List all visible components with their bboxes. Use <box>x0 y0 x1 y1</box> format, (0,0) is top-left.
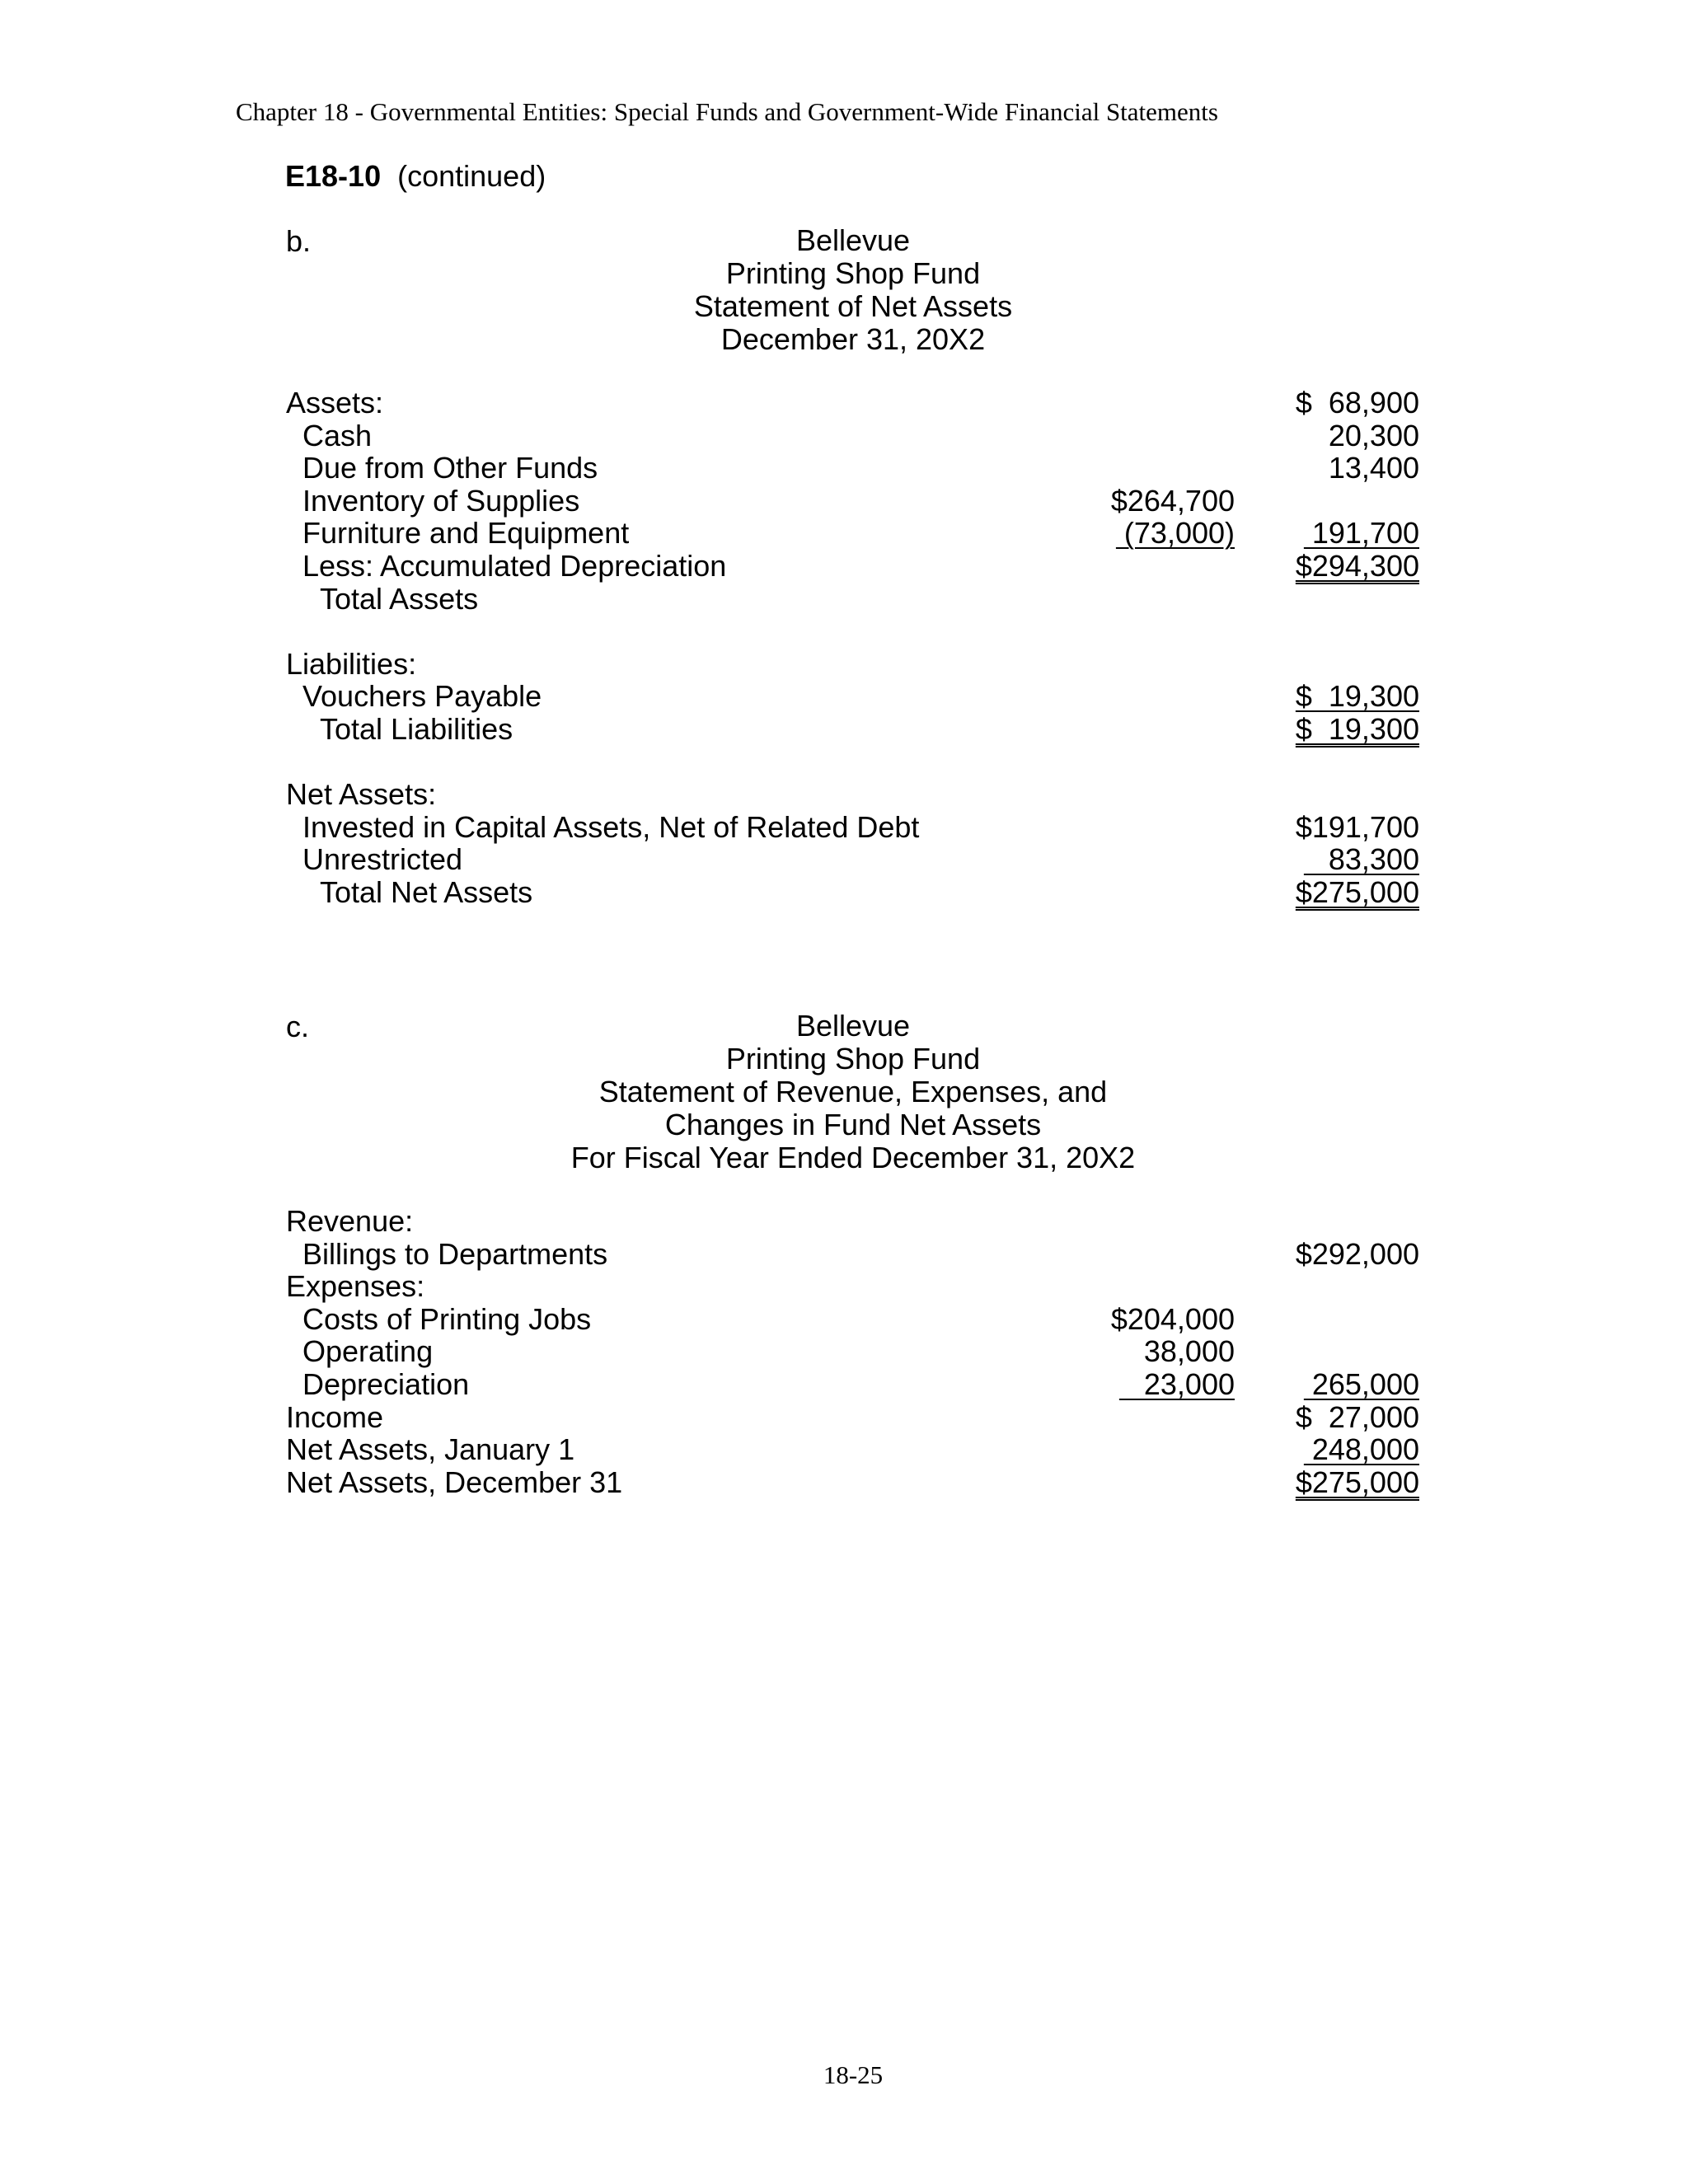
amount-inner-column: $204,000 <box>1110 1301 1235 1336</box>
line-label: Vouchers Payable <box>302 679 542 714</box>
line-label: Income <box>286 1399 384 1434</box>
exercise-heading <box>285 159 546 194</box>
amount-inner-column: 38,000 <box>1143 1334 1235 1369</box>
line-label: Less: Accumulated Depreciation <box>302 549 727 583</box>
line-label: Total Net Assets <box>320 875 533 909</box>
statement-line <box>0 680 1688 713</box>
amount-outer-column: $ 27,000 <box>1295 1399 1419 1434</box>
exercise-note: (continued) <box>397 159 546 193</box>
amount-outer-column: $275,000 <box>1295 1465 1419 1499</box>
statement-line <box>0 1466 1688 1499</box>
line-label: Operating <box>302 1334 434 1369</box>
part-b-letter: b. <box>286 224 312 258</box>
title-line: Statement of Net Assets <box>693 289 1013 323</box>
statement-net-assets-title <box>0 224 1688 356</box>
statement-line <box>0 1433 1688 1466</box>
title-line: Changes in Fund Net Assets <box>664 1108 1042 1141</box>
title-line: Bellevue <box>795 1009 911 1043</box>
amount-outer-column: 248,000 <box>1303 1432 1419 1467</box>
amount-outer-column: $ 68,900 <box>1295 386 1419 419</box>
statement-line <box>0 1238 1688 1271</box>
line-label: Net Assets, December 31 <box>286 1465 623 1499</box>
statement-line <box>0 1270 1688 1303</box>
line-label: Net Assets, January 1 <box>286 1432 575 1467</box>
statement-line <box>0 1401 1688 1434</box>
line-label: Total Liabilities <box>320 712 513 746</box>
title-line: For Fiscal Year Ended December 31, 20X2 <box>570 1141 1136 1174</box>
title-line: Printing Shop Fund <box>725 1042 981 1076</box>
amount-inner-column: 23,000 <box>1118 1367 1235 1401</box>
statement-line <box>0 1368 1688 1401</box>
exercise-id: E18-10 <box>285 159 382 193</box>
statement-line <box>0 1303 1688 1336</box>
statement-line <box>0 876 1688 909</box>
statement-line <box>0 843 1688 876</box>
statement-line <box>0 1335 1688 1368</box>
line-label: Expenses: <box>286 1269 425 1304</box>
amount-outer-column: $ 19,300 <box>1295 679 1419 714</box>
line-label: Revenue: <box>286 1204 414 1238</box>
title-line: Bellevue <box>795 223 911 257</box>
statement-line <box>0 1205 1688 1238</box>
statement-line <box>0 550 1688 583</box>
line-label: Depreciation <box>302 1367 470 1401</box>
amount-outer-column: 20,300 <box>1328 418 1419 452</box>
statement-line <box>0 615 1688 648</box>
statement-line <box>0 452 1688 485</box>
line-label: Furniture and Equipment <box>302 516 630 551</box>
title-line: Printing Shop Fund <box>725 256 981 290</box>
statement-line <box>0 387 1688 419</box>
title-line: December 31, 20X2 <box>720 322 986 356</box>
amount-inner-column: (73,000) <box>1115 516 1235 551</box>
line-label: Unrestricted <box>302 842 463 877</box>
amount-inner-column: $264,700 <box>1110 483 1235 518</box>
line-label: Total Assets <box>320 581 479 616</box>
amount-outer-column: 83,300 <box>1303 842 1419 877</box>
amount-outer-column: 265,000 <box>1303 1367 1419 1401</box>
statement-line <box>0 811 1688 844</box>
line-label: Inventory of Supplies <box>302 483 580 518</box>
statement-line <box>0 648 1688 681</box>
amount-outer-column: $292,000 <box>1295 1236 1419 1271</box>
statement-revenue-expenses-title <box>0 1010 1688 1174</box>
page-number: 18-25 <box>823 2060 884 2089</box>
line-label: Net Assets: <box>286 777 437 812</box>
part-c-letter: c. <box>286 1010 310 1043</box>
statement-line <box>0 485 1688 518</box>
amount-outer-column: 13,400 <box>1328 451 1419 485</box>
line-label: Invested in Capital Assets, Net of Related Debt <box>302 809 920 844</box>
line-label: Costs of Printing Jobs <box>302 1301 592 1336</box>
statement-line <box>0 746 1688 779</box>
line-label: Billings to Departments <box>302 1236 608 1271</box>
line-label: Cash <box>302 418 373 452</box>
amount-outer-column: $294,300 <box>1295 549 1419 583</box>
statement-line <box>0 778 1688 811</box>
line-label: Liabilities: <box>286 646 417 681</box>
statement-line <box>0 713 1688 746</box>
title-line: Statement of Revenue, Expenses, and <box>598 1075 1108 1108</box>
amount-outer-column: $ 19,300 <box>1295 712 1419 746</box>
line-label: Due from Other Funds <box>302 451 598 485</box>
amount-outer-column: $275,000 <box>1295 875 1419 909</box>
running-head: Chapter 18 - Governmental Entities: Special Funds and Government-Wide Financial Statements <box>236 97 1218 126</box>
statement-line <box>0 583 1688 616</box>
amount-outer-column: $191,700 <box>1295 809 1419 844</box>
statement-line <box>0 419 1688 452</box>
line-label: Assets: <box>286 386 384 419</box>
amount-outer-column: 191,700 <box>1303 516 1419 551</box>
statement-line <box>0 517 1688 550</box>
